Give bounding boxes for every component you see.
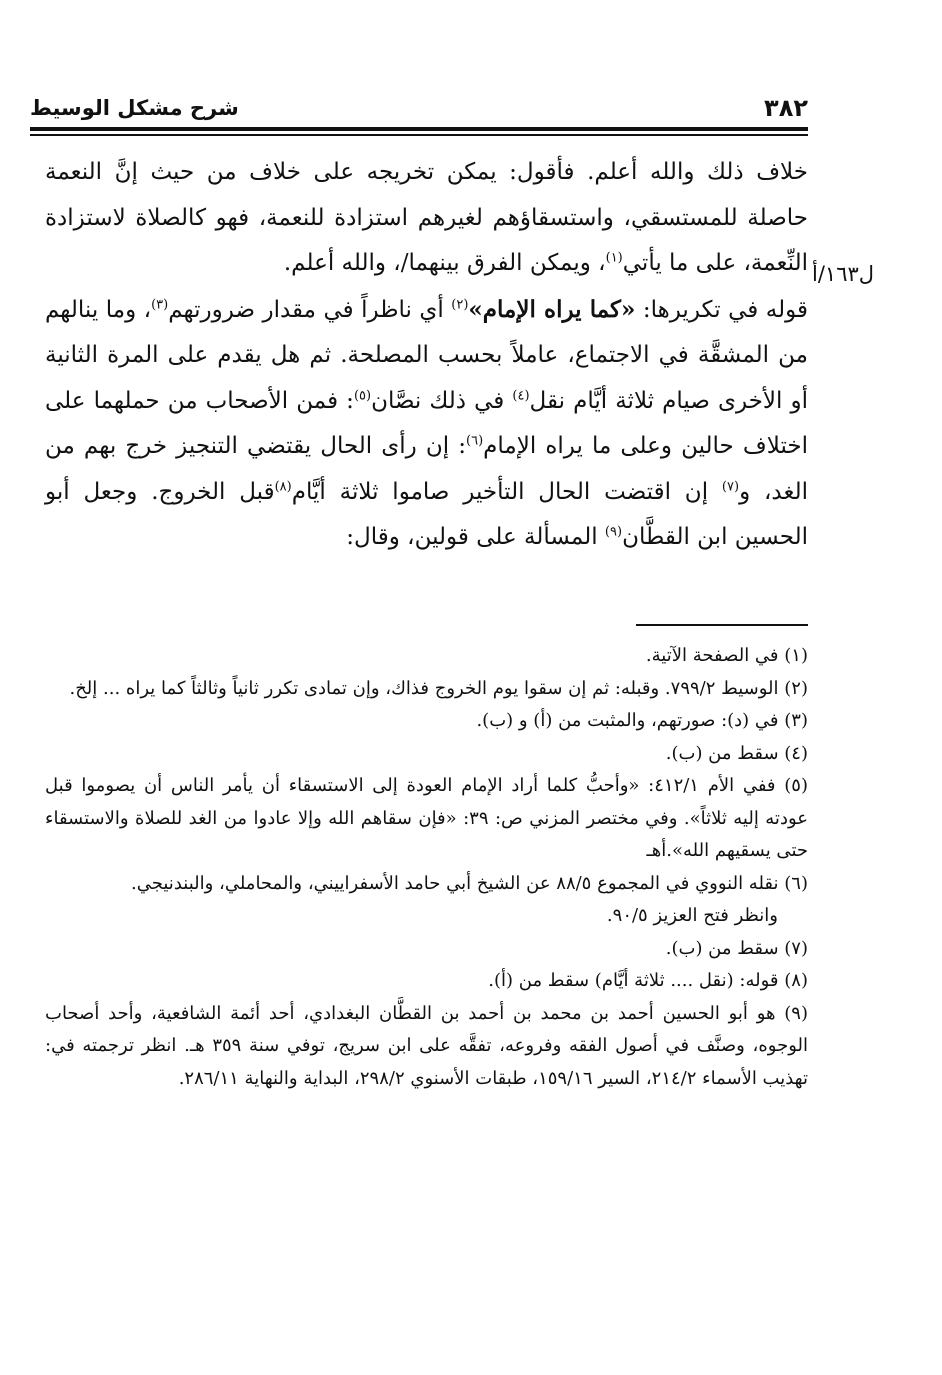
footnote-7: [45, 933, 808, 966]
footnote-continuation: وانظر فتح العزيز ٩٠/٥.: [606, 905, 778, 926]
footnote-number: (٩): [784, 1002, 808, 1024]
footnote-number: (٤): [784, 742, 808, 764]
footnotes: [45, 640, 808, 1095]
page-number: ٣٨٢: [764, 94, 808, 122]
footnote-text: في الصفحة الآتية.: [645, 645, 779, 666]
footnote-ref-7: (٧): [721, 478, 740, 494]
manuscript-folio-marker: ل١٦٣/أ: [812, 262, 875, 286]
footnote-ref-3: (٣): [151, 296, 169, 312]
footnote-text: نقله النووي في المجموع ٨٨/٥ عن الشيخ أبي حامد الأسفراييني، والمحاملي، والبندنيجي.: [131, 872, 779, 894]
footnote-ref-4: (٤): [512, 387, 530, 403]
footnote-8: [45, 965, 808, 998]
footnote-2: [45, 673, 808, 706]
footnote-1: [45, 640, 808, 673]
paragraph-2-text-a: قوله في تكريرها:: [635, 296, 808, 323]
footnote-number: (٧): [784, 937, 808, 959]
footnote-number: (٣): [784, 710, 808, 731]
paragraph-2-text-c: ، وما ينالهم من المشقَّة في الاجتماع، عاملاً بحسب المصلحة. ثم هل يقدم على المرة الثانية أو الأخرى صيام ثلاثة أيَّام نقل: [45, 296, 808, 414]
footnote-text: هو أبو الحسين أحمد بن محمد بن أحمد بن القطَّان البغدادي، أحد أئمة الشافعية، وأحد أصحاب الوجوه، وصنَّف في أصول الفقه وفروعه، تفقَّه على ابن سريج، توفي سنة ٣٥٩ هـ. انظر ترجمته في: تهذيب الأسماء ٢١٤/٢، السير ١٥٩/١٦، طبقات الأسنوي ٢٩٨/٢، البداية والنهاية ٢٨٦/١١.: [45, 1002, 808, 1089]
footnote-number: (٥): [784, 775, 808, 796]
footnote-ref-6: (٦): [466, 433, 484, 449]
paragraph-2-text-e: : فمن الأصحاب من حملهما على اختلاف حالين وعلى ما يراه الإمام: [45, 387, 808, 459]
footnote-4: [45, 738, 808, 771]
footnote-separator: [636, 624, 808, 626]
footnote-number: (٨): [784, 970, 808, 991]
footnote-text: سقط من (ب).: [665, 742, 779, 764]
footnote-ref-1: (١): [605, 250, 623, 266]
paragraph-1-text: خلاف ذلك والله أعلم. فأقول: يمكن تخريجه على خلاف من حيث إنَّ النعمة حاصلة للمستسقي، واستسقاؤهم لغيرهم استزادة للنعمة، فهو كالصلاة لاستزادة النِّعمة، على ما يأتي: [45, 159, 808, 276]
footnote-9: [45, 998, 808, 1096]
header-rule-thin: [30, 134, 808, 136]
footnote-ref-9: (٩): [604, 524, 623, 540]
footnote-text: ففي الأم ٤١٢/١: «وأحبُّ كلما أراد الإمام العودة إلى الاستسقاء أن يأمر الناس أن يصوموا قبل عودته إليه ثلاثاً». وفي مختصر المزني ص: ٣٩: «فإن سقاهم الله وإلا عادوا من الغد للصلاة والاستسقاء حتى يسقيهم الله».أهـ: [45, 775, 808, 861]
footnote-number: (١): [784, 645, 808, 666]
paragraph-1: [45, 150, 808, 287]
paragraph-2-text-b: أي ناظراً في مقدار ضرورتهم: [168, 296, 452, 323]
page-header: [30, 90, 808, 126]
paragraph-2-text-g: إن اقتضت الحال التأخير صاموا ثلاثة أيَّام: [291, 478, 722, 505]
paragraph-2: [45, 287, 808, 561]
paragraph-2-text-f: : إن رأى الحال يقتضي التنجيز خرج بهم من الغد، و: [45, 433, 808, 505]
footnote-ref-8: (٨): [274, 478, 292, 494]
footnote-3: [45, 705, 808, 738]
paragraph-2-text-h: قبل الخروج. وجعل أبو الحسين ابن القطَّان: [45, 478, 808, 550]
footnote-text: سقط من (ب).: [665, 937, 779, 959]
footnote-ref-5: (٥): [353, 387, 372, 403]
quoted-phrase: «كما يراه الإمام»: [468, 295, 636, 323]
paragraph-1-end: ، ويمكن الفرق بينهما/، والله أعلم.: [283, 250, 606, 276]
book-title: شرح مشكل الوسيط: [30, 96, 239, 120]
header-rule-thick: [30, 127, 808, 131]
footnote-6: [45, 868, 808, 933]
footnote-number: (٦): [784, 872, 808, 894]
paragraph-2-text-d: في ذلك نصَّان: [371, 387, 513, 414]
footnote-ref-2: (٢): [451, 296, 469, 312]
footnote-number: (٢): [784, 677, 808, 699]
footnote-5: [45, 770, 808, 868]
paragraph-2-text-i: المسألة على قولين، وقال:: [346, 524, 605, 550]
footnote-text: الوسيط ٧٩٩/٢. وقبله: ثم إن سقوا يوم الخروج فذاك، وإن تمادى تكرر ثانياً وثالثاً كما يراه ... إلخ.: [69, 677, 779, 699]
main-text: [45, 150, 808, 561]
footnote-text: قوله: (نقل .... ثلاثة أيَّام) سقط من (أ).: [488, 970, 779, 991]
footnote-text: في (د): صورتهم، والمثبت من (أ) و (ب).: [476, 710, 779, 731]
